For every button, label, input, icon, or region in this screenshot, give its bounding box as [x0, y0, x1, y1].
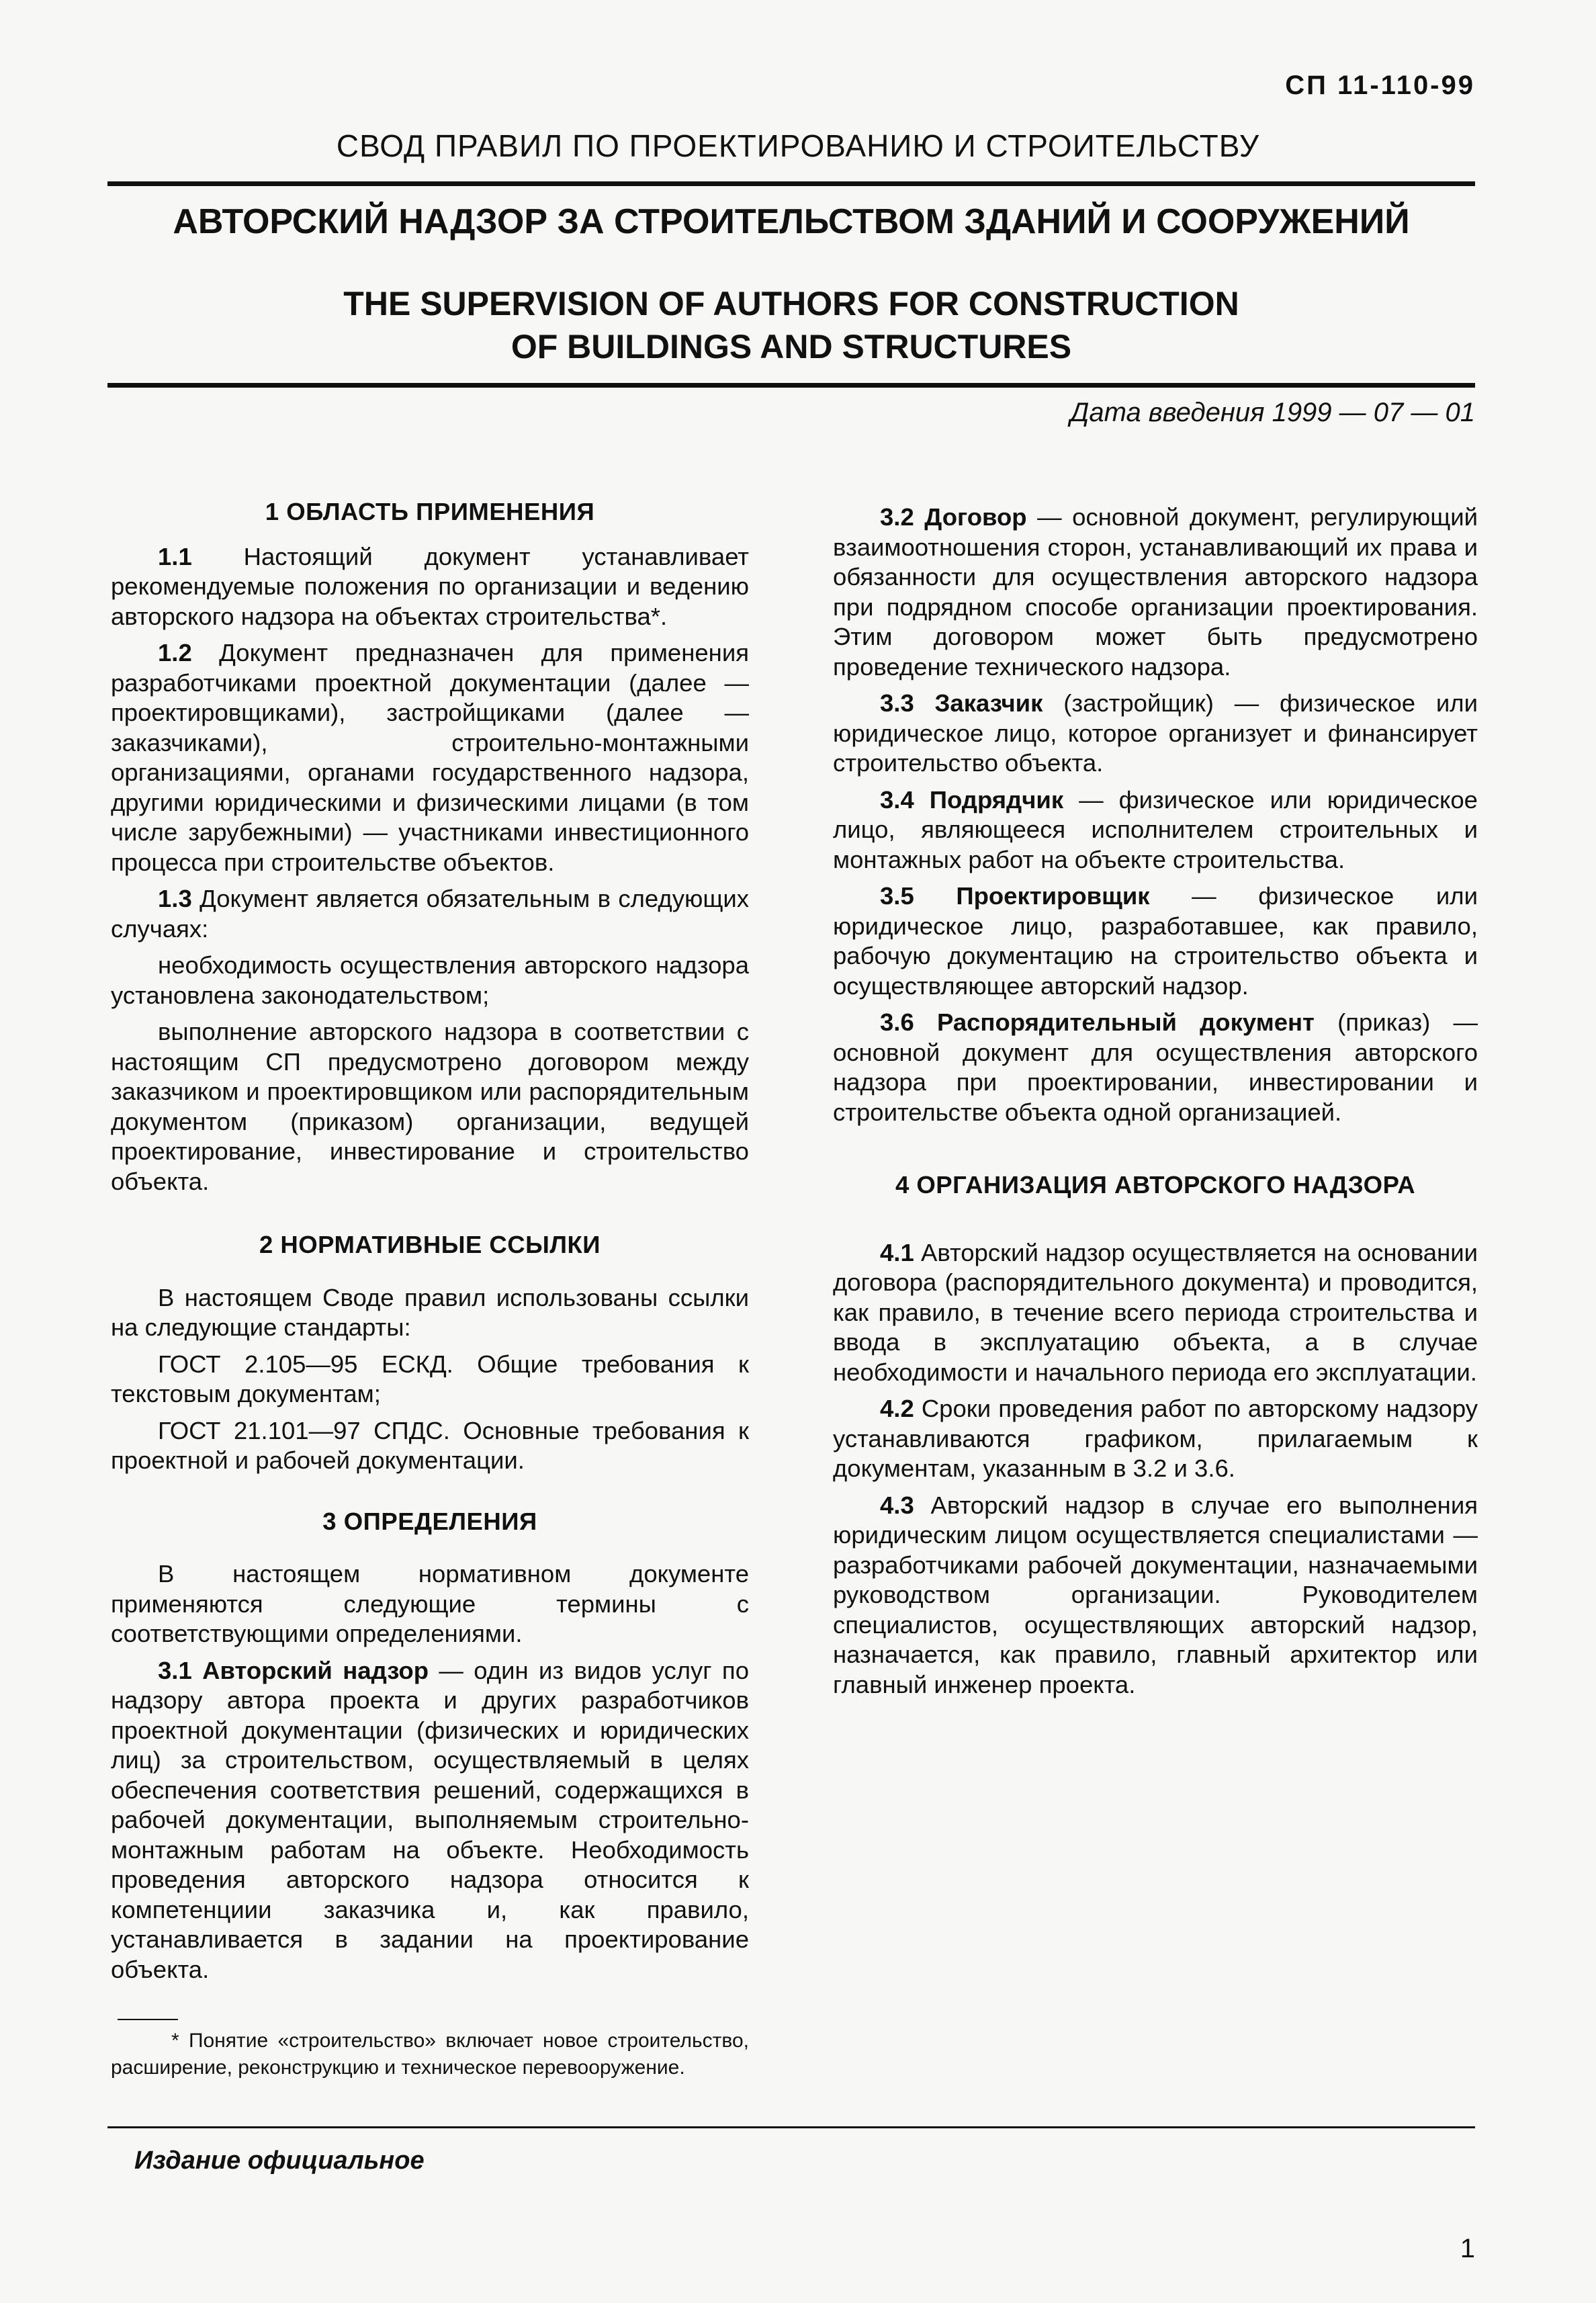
definition-3-3: [833, 689, 1478, 779]
defined-term: Проектировщик: [914, 882, 1150, 910]
clause-number: 1.3: [158, 885, 192, 912]
definition-text: (застройщик) — физическое или юридическое лицо, которое организует и финансирует строительство объекта.: [833, 689, 1478, 777]
clause-text: Настоящий документ устанавливает рекомендуемые положения по организации и ведению авторского надзора на объектах строительства*.: [111, 542, 749, 630]
title-english-line1: THE SUPERVISION OF AUTHORS FOR CONSTRUCTION: [343, 285, 1239, 322]
definition-text: — один из видов услуг по надзору автора проекта и других разработчиков проектной документации (физических и юридических лиц) за строительством, осуществляемый в целях обеспечения соответствия решений, содержащихся в рабочей документации, выполняемым строительно-монтажным работам на объекте. Необходимость проведения авторского надзора относится к компетенциии заказчика и, как правило, устанавливается в задании на проектирование объекта.: [111, 1656, 749, 1983]
paragraph-3-intro: В настоящем нормативном документе применяются следующие термины с соответствующими определениями.: [111, 1560, 749, 1647]
right-column: [833, 503, 1478, 1706]
defined-term: Авторский надзор: [191, 1656, 429, 1684]
paragraph-4-3: [833, 1491, 1478, 1700]
list-item: выполнение авторского надзора в соответствии с настоящим СП предусмотрено договором между заказчиком и проектировщиком или распорядительным документом (приказом) организации, ведущей проектирование, инвестирование и строительство объекта.: [111, 1018, 749, 1195]
clause-text: Документ является обязательным в следующих случаях:: [111, 885, 749, 943]
clause-number: 3.1: [158, 1656, 192, 1684]
divider-middle: [107, 383, 1475, 388]
paragraph-1-3: [111, 884, 749, 944]
clause-text: Сроки проведения работ по авторскому надзору устанавливаются графиком, прилагаемым к документам, указанным в 3.2 и 3.6.: [833, 1395, 1478, 1482]
definition-text: — физическое или юридическое лицо, являющееся исполнителем строительных и монтажных работ на объекте строительства.: [833, 785, 1478, 873]
reference-item: ГОСТ 2.105—95 ЕСКД. Общие требования к текстовым документам;: [111, 1350, 749, 1407]
paragraph-1-2: [111, 638, 749, 877]
section-heading-1: 1 ОБЛАСТЬ ПРИМЕНЕНИЯ: [265, 498, 595, 525]
definition-3-6: [833, 1008, 1478, 1127]
section-heading-3: 3 ОПРЕДЕЛЕНИЯ: [322, 1507, 537, 1535]
paragraph-4-2: [833, 1394, 1478, 1484]
divider-top: [107, 181, 1475, 186]
clause-text: Авторский надзор в случае его выполнения юридическим лицом осуществляется специалистами — разработчиками рабочей документации, назначаемыми руководством организации. Руководителем специалистов, осуществляющих авторский надзор, назначается, как правило, главный архитектор или главный инженер проекта.: [833, 1491, 1478, 1698]
series-title: СВОД ПРАВИЛ ПО ПРОЕКТИРОВАНИЮ И СТРОИТЕЛЬСТВУ: [336, 128, 1260, 163]
section-heading-4: 4 ОРГАНИЗАЦИЯ АВТОРСКОГО НАДЗОРА: [895, 1171, 1416, 1199]
left-column: [111, 497, 749, 1991]
footnote-divider: [118, 2019, 178, 2020]
section-heading-2: 2 НОРМАТИВНЫЕ ССЫЛКИ: [259, 1231, 601, 1258]
paragraph-2-intro: В настоящем Своде правил использованы ссылки на следующие стандарты:: [111, 1283, 749, 1341]
clause-number: 3.5: [880, 882, 914, 910]
clause-number: 3.4: [880, 785, 914, 814]
definition-3-5: [833, 881, 1478, 1001]
clause-number: 3.2: [880, 503, 914, 531]
defined-term: Распорядительный документ: [914, 1008, 1315, 1036]
definition-text: — физическое или юридическое лицо, разработавшее, как правило, рабочую документацию на строительство объекта и осуществляющее авторский надзор.: [833, 882, 1478, 1000]
footnote: [111, 2028, 749, 2081]
edition-label: Издание официальное: [134, 2146, 425, 2175]
page-number: 1: [1460, 2234, 1475, 2263]
clause-text: Документ предназначен для применения разработчиками проектной документации (далее — проектировщиками), застройщиками (далее — заказчиками), строительно-монтажными организациями, органами государственного надзора, другими юридическими и физическими лицами (в том числе зарубежными) — участниками инвестиционного процесса при строительстве объектов.: [111, 639, 749, 876]
definition-3-4: [833, 785, 1478, 875]
definition-text: (приказ) — основной документ для осуществления авторского надзора при проектировании, инвестировании и строительстве объекта одной организацией.: [833, 1008, 1478, 1126]
clause-number: 1.2: [158, 639, 192, 666]
footnote-text: * Понятие «строительство» включает новое строительство, расширение, реконструкцию и техническое перевооружение.: [111, 2030, 749, 2079]
effective-date: Дата введения 1999 — 07 — 01: [1070, 398, 1475, 427]
clause-number: 4.3: [880, 1491, 914, 1519]
definition-3-2: [833, 503, 1478, 682]
definition-text: — основной документ, регулирующий взаимоотношения сторон, устанавливающий их права и обязанности для осуществления авторского надзора при подрядном способе организации проектирования. Этим договором может быть предусмотрено проведение технического надзора.: [833, 503, 1478, 681]
definition-3-1: [111, 1656, 749, 1985]
clause-number: 1.1: [158, 542, 192, 570]
reference-item: ГОСТ 21.101—97 СПДС. Основные требования к проектной и рабочей документации.: [111, 1416, 749, 1474]
defined-term: Договор: [914, 503, 1027, 531]
title-english-line2: OF BUILDINGS AND STRUCTURES: [511, 328, 1072, 365]
clause-text: Авторский надзор осуществляется на основании договора (распорядительного документа) и проводится, как правило, в течение всего периода строительства и ввода в эксплуатацию объекта, а в случае необходимости и начального периода его эксплуатации.: [833, 1238, 1478, 1386]
document-code: СП 11-110-99: [1285, 71, 1475, 100]
list-item: необходимость осуществления авторского надзора установлена законодательством;: [111, 951, 749, 1009]
clause-number: 4.2: [880, 1395, 914, 1422]
title-russian: АВТОРСКИЙ НАДЗОР ЗА СТРОИТЕЛЬСТВОМ ЗДАНИЙ И СООРУЖЕНИЙ: [173, 202, 1410, 241]
paragraph-1-1: [111, 542, 749, 632]
title-english: [107, 282, 1475, 368]
clause-number: 3.6: [880, 1008, 914, 1036]
paragraph-4-1: [833, 1238, 1478, 1388]
clause-number: 4.1: [880, 1238, 914, 1266]
defined-term: Подрядчик: [914, 785, 1064, 814]
clause-number: 3.3: [880, 689, 914, 717]
footer-divider: [107, 2126, 1475, 2128]
defined-term: Заказчик: [914, 689, 1043, 717]
